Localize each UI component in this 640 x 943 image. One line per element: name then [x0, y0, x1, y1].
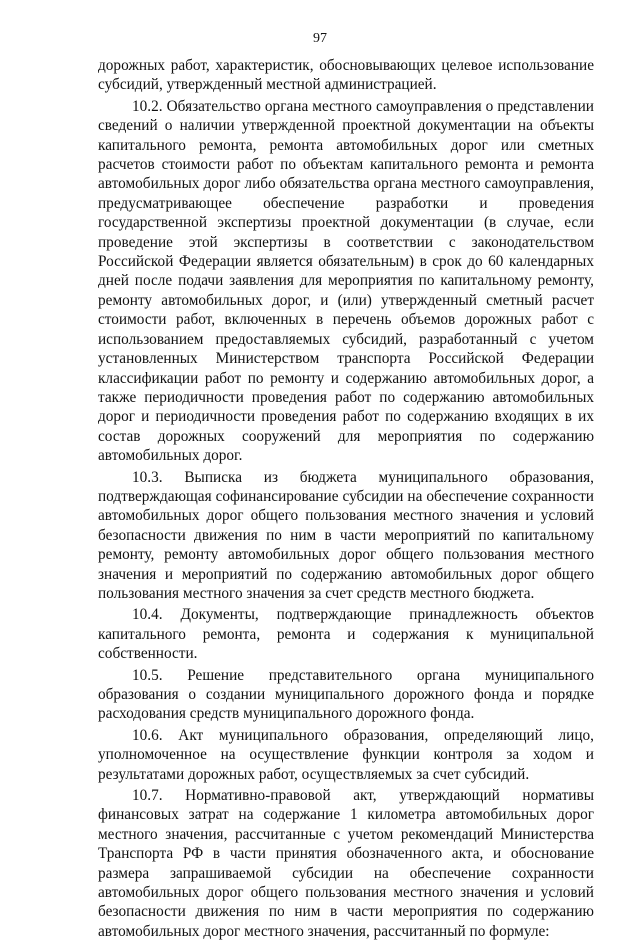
- paragraph-10-2: 10.2. Обязательство органа местного самоуправления о представлении сведений о наличии утвержденной проектной документации на объекты капитального ремонта, ремонта автомобильных дорог или сметных расчетов стоимости работ по объектам капитального ремонта и ремонта автомобильных дорог либо обязательства органа местного самоуправления, предусматривающее обеспечение разработки и проведения государственной экспертизы проектной документации (в случае, если проведение этой экспертизы в соответствии с законодательством Российской Федерации является обязательным) в срок до 60 календарных дней после подачи заявления для мероприятия по капитальному ремонту, ремонту автомобильных дорог, и (или) утвержденный сметный расчет стоимости работ, включенных в перечень объемов дорожных работ с использованием предоставляемых субсидий, разработанный с учетом установленных Министерством транспорта Российской Федерации классификации работ по ремонту и содержанию автомобильных дорог, а также периодичности проведения работ по содержанию автомобильных дорог и периодичности проведения работ по содержанию входящих в их состав дорожных сооружений для мероприятия по содержанию автомобильных дорог.: [98, 97, 594, 465]
- paragraph-10-6: 10.6. Акт муниципального образования, определяющий лицо, уполномоченное на осуществление функции контроля за ходом и результатами дорожных работ, осуществляемых за счет субсидий.: [98, 726, 594, 783]
- page-number: 97: [313, 31, 327, 46]
- paragraph-10-4: 10.4. Документы, подтверждающие принадлежность объектов капитального ремонта, ремонта и содержания к муниципальной собственности.: [98, 606, 594, 663]
- document-body: [98, 56, 594, 943]
- paragraph-10-7: 10.7. Нормативно-правовой акт, утверждающий нормативы финансовых затрат на содержание 1 километра автомобильных дорог местного значения, рассчитанные с учетом рекомендаций Министерства Транспорта РФ в части принятия обозначенного акта, и обоснование размера запрашиваемой субсидии на обеспечение сохранности автомобильных дорог общего пользования местного значения и условий безопасности движения по ним в части мероприятия по содержанию автомобильных дорог местного значения, рассчитанный по формуле:: [98, 787, 594, 940]
- paragraph-10-3: 10.3. Выписка из бюджета муниципального образования, подтверждающая софинансирование субсидии на обеспечение сохранности автомобильных дорог общего пользования местного значения и условий безопасности движения по ним в части мероприятий по капитальному ремонту, ремонту автомобильных дорог общего пользования местного значения и мероприятий по содержанию автомобильных дорог общего пользования местного значения за счет средств местного бюджета.: [98, 468, 594, 602]
- paragraph-continuation: дорожных работ, характеристик, обосновывающих целевое использование субсидий, утвержденный местной администрацией.: [98, 57, 594, 94]
- paragraph-10-5: 10.5. Решение представительного органа муниципального образования о создании муниципального дорожного фонда и порядке расходования средств муниципального дорожного фонда.: [98, 666, 594, 723]
